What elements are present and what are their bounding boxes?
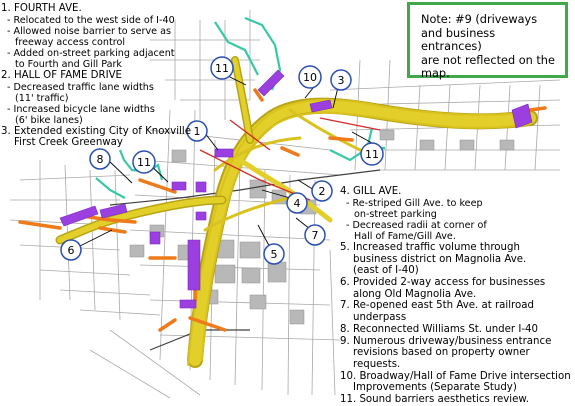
marker-5 [264, 244, 284, 264]
marker-11-west [133, 151, 155, 173]
marker-2 [312, 181, 332, 201]
marker-11-east [361, 143, 383, 165]
note-box [407, 2, 568, 81]
svg-text:6: 6 [67, 244, 75, 257]
note-item: 10. Broadway/Hall of Fame Drive intersection [340, 370, 571, 382]
note-line: on-street parking [354, 208, 437, 220]
note-item: 1. FOURTH AVE. [1, 3, 82, 14]
legend-notes-left [1, 3, 191, 149]
note-item: 5. Increased traffic volume through [340, 241, 520, 253]
note-line: map. [421, 67, 450, 81]
marker-6 [61, 240, 81, 260]
note-line: - Relocated to the west side of I-40 [7, 14, 175, 26]
marker-10 [299, 66, 321, 88]
note-line: Hall of Fame/Gill Ave. [354, 230, 456, 242]
note-line: and business entrances) [421, 26, 496, 54]
marker-8 [90, 149, 110, 169]
note-line: (east of I-40) [353, 265, 419, 277]
marker-7 [305, 225, 325, 245]
note-line: - Re-striped Gill Ave. to keep [346, 197, 483, 209]
svg-text:11: 11 [365, 148, 379, 161]
note-line: freeway access control [15, 36, 125, 48]
note-item: 4. GILL AVE. [340, 186, 402, 197]
svg-text:3: 3 [337, 74, 345, 87]
note-item: 2. HALL OF FAME DRIVE [1, 69, 122, 81]
note-line: are not reflected on the [421, 53, 555, 67]
note-line: Improvements (Separate Study) [353, 382, 517, 394]
note-line: (6' bike lanes) [15, 114, 83, 126]
note-line: (11' traffic) [15, 92, 69, 104]
note-item: 6. Provided 2-way access for businesses [340, 277, 546, 288]
note-line: underpass [353, 312, 407, 324]
legend-notes-right [340, 186, 575, 406]
note-line: First Creek Greenway [14, 137, 123, 149]
note-line: to Fourth and Gill Park [15, 58, 122, 70]
marker-11-north [211, 57, 233, 79]
note-item: 8. Reconnected Williams St. under I-40 [340, 323, 538, 335]
note-item: 11. Sound barriers aesthetics review. [340, 394, 529, 406]
svg-text:1: 1 [193, 125, 201, 138]
svg-text:7: 7 [311, 229, 319, 242]
note-line: - Increased bicycle lane widths [7, 103, 155, 115]
svg-text:4: 4 [293, 197, 301, 210]
svg-text:11: 11 [215, 62, 229, 75]
marker-4 [287, 193, 307, 213]
note-line: - Added on-street parking adjacent [7, 47, 175, 59]
svg-text:11: 11 [137, 156, 151, 169]
note-item: 3. Extended existing City of Knoxville [1, 125, 191, 137]
svg-text:10: 10 [303, 71, 317, 84]
note-line: - Decreased traffic lane widths [7, 81, 154, 93]
note-line: - Allowed noise barrier to serve as [7, 25, 172, 37]
marker-3 [331, 70, 351, 90]
note-line: along Old Magnolia Ave. [353, 288, 477, 300]
note-line: Note: #9 (driveways [421, 13, 538, 26]
note-item: 7. Re-opened east 5th Ave. at railroad [340, 300, 534, 312]
note-item: 9. Numerous driveway/business entrance [340, 335, 552, 347]
note-line: business district on Magnolia Ave. [353, 253, 527, 265]
note-line: - Decreased radii at corner of [346, 219, 487, 231]
note-line: revisions based on property owner requests. [353, 347, 530, 371]
svg-text:2: 2 [318, 185, 326, 198]
svg-text:8: 8 [96, 153, 104, 166]
svg-text:5: 5 [270, 248, 278, 261]
